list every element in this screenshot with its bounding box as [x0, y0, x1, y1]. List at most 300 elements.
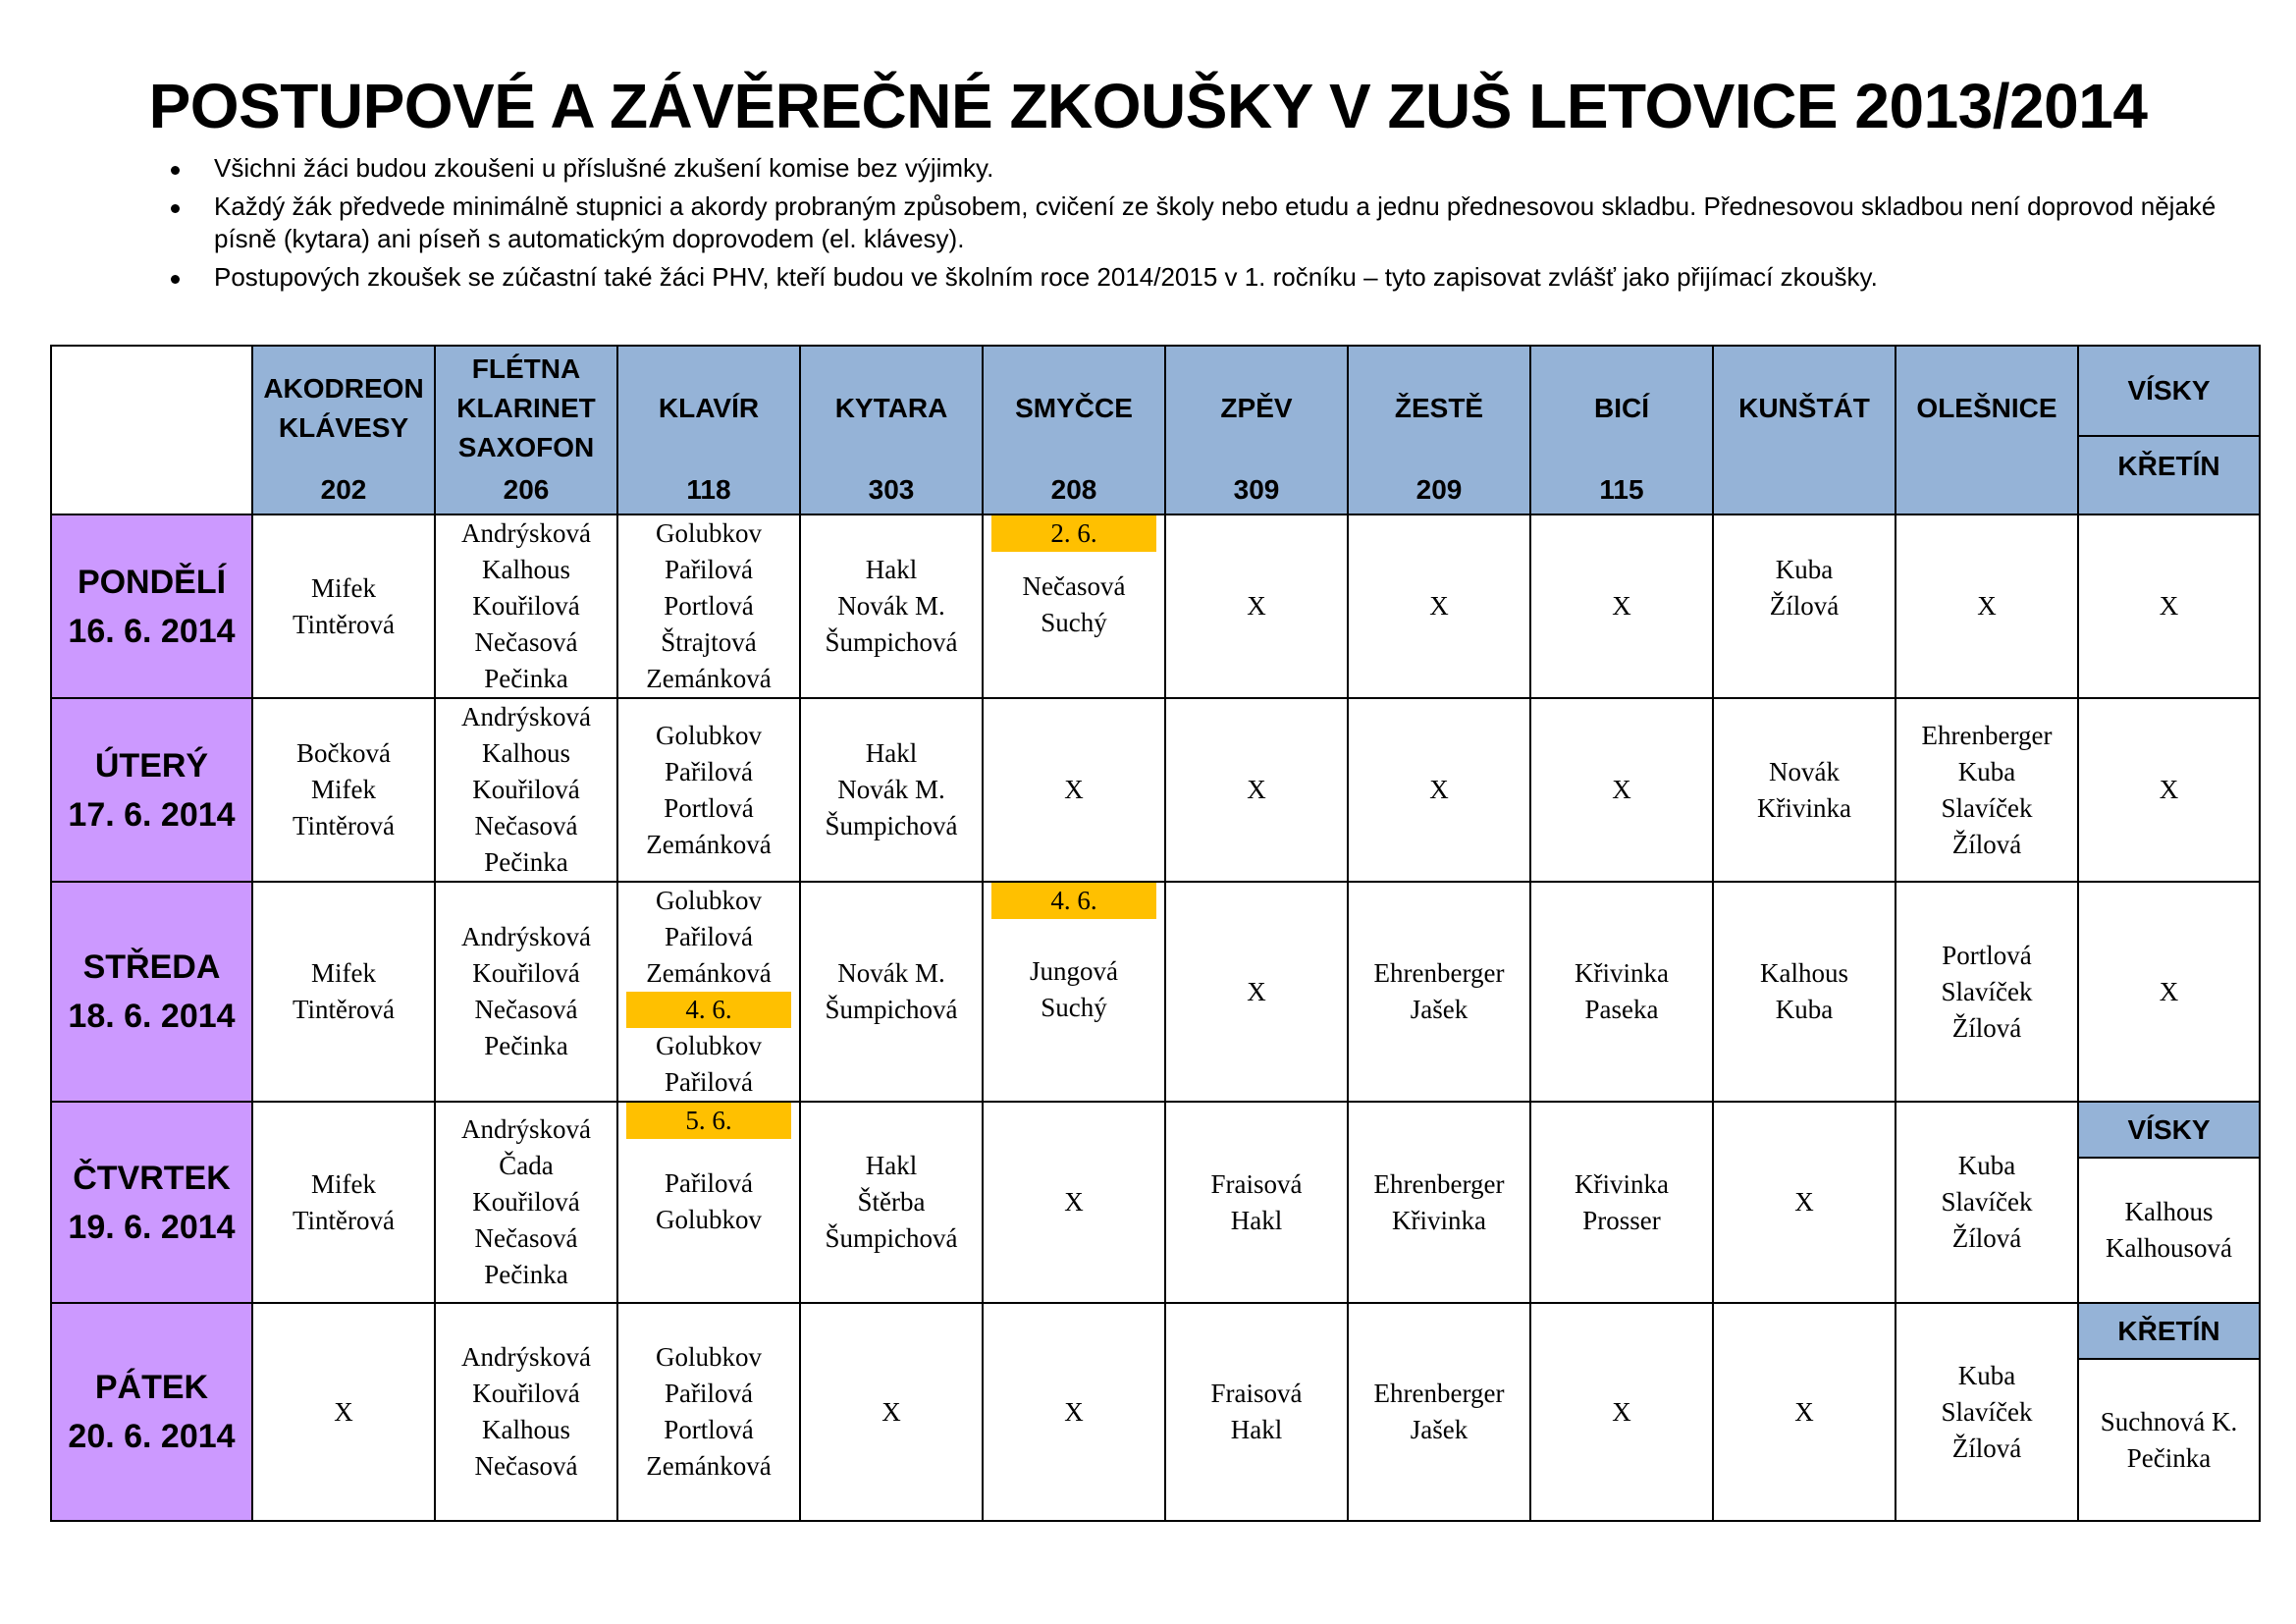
examiner-name: Pečinka	[484, 1031, 568, 1060]
examiner-name: Suchý	[1041, 607, 1107, 637]
examiner-name: Suchnová K.	[2100, 1406, 2238, 1436]
examiner-list	[1166, 588, 1347, 624]
examiner-name: Novák M.	[837, 958, 945, 988]
column-header-line: ZPĚV	[1220, 393, 1293, 423]
examiner-list	[1349, 1166, 1529, 1239]
schedule-cell	[617, 882, 800, 1102]
examiner-name: Pařilová	[665, 1167, 753, 1198]
examiner-name: Kuba	[1775, 555, 1834, 584]
examiner-name: X	[334, 1396, 353, 1427]
schedule-cell	[435, 1102, 617, 1303]
schedule-cell	[1713, 514, 1896, 698]
examiner-name: Jašek	[1410, 995, 1468, 1024]
examiner-name: Kalhous	[1760, 958, 1848, 988]
examiner-name: Golubkov	[656, 1342, 762, 1372]
examiner-name: Tintěrová	[292, 609, 395, 639]
schedule-cell	[1165, 698, 1348, 882]
examiner-list	[253, 1166, 434, 1239]
column-header	[1896, 346, 2078, 514]
examiner-name: Zemánková	[646, 664, 772, 693]
examiner-name: Zemánková	[646, 958, 772, 988]
examiner-name: X	[2159, 976, 2179, 1006]
examiner-name: Andrýsková	[461, 1114, 591, 1144]
schedule-cell	[800, 882, 983, 1102]
examiner-name: Tintěrová	[292, 811, 395, 840]
examiner-name: Pařilová	[665, 756, 753, 786]
column-header-name	[618, 347, 799, 470]
examiner-name: Ehrenberger	[1921, 720, 2053, 750]
instruction-text: Postupových zkoušek se zúčastní také žáci PHV, kteří budou ve školním roce 2014/2015 v 1. ročníku – tyto zapisovat zvlášť jako přijímací zkoušky.	[214, 262, 1878, 292]
examiner-name: Andrýsková	[461, 922, 591, 951]
examiner-name: Paseka	[1584, 995, 1659, 1024]
schedule-cell	[2078, 698, 2260, 882]
examiner-list	[1349, 1376, 1529, 1448]
column-header-line: KLARINET	[456, 393, 596, 423]
schedule-cell	[1713, 1102, 1896, 1303]
schedule-cell	[435, 882, 617, 1102]
day-name: STŘEDA	[82, 948, 221, 986]
column-header-name	[253, 347, 434, 470]
column-header-line: BICÍ	[1594, 393, 1649, 423]
examiner-name: Slavíček	[1941, 792, 2033, 823]
examiner-name: Pečinka	[484, 847, 568, 877]
page-title: POSTUPOVÉ A ZÁVĚREČNÉ ZKOUŠKY V ZUŠ LETOVICE 2013/2014	[148, 71, 2148, 141]
examiner-name: Kalhous	[482, 1415, 570, 1444]
day-name: PONDĚLÍ	[77, 563, 227, 601]
examiner-name: Pařilová	[665, 1067, 753, 1097]
examiner-list	[1714, 955, 1895, 1028]
schedule-cell	[1713, 882, 1896, 1102]
examiner-name: Nečasová	[1022, 570, 1126, 601]
examiner-name: Ehrenberger	[1373, 958, 1505, 988]
room-number: 208	[1050, 474, 1097, 505]
examiner-name: X	[1612, 1396, 1631, 1427]
room-number	[1714, 470, 1895, 510]
day-row	[51, 514, 2260, 698]
day-name: PÁTEK	[94, 1369, 209, 1406]
room-number: 115	[1599, 474, 1644, 505]
column-header	[617, 346, 800, 514]
examiner-list	[1166, 974, 1347, 1010]
examiner-name: Fraisová	[1210, 1168, 1303, 1199]
day-name: ČTVRTEK	[73, 1159, 231, 1197]
schedule-cell	[1713, 1303, 1896, 1521]
examiner-name: Pečinka	[2126, 1442, 2212, 1473]
examiner-list-body	[984, 552, 1164, 693]
column-header	[1165, 346, 1348, 514]
examiner-name: Hakl	[1230, 1205, 1283, 1235]
examiner-name: Mifek	[311, 958, 376, 988]
examiner-list	[436, 699, 616, 881]
schedule-cell	[252, 882, 435, 1102]
column-header-line: KUNŠTÁT	[1738, 393, 1870, 423]
column-header-line: AKODREON	[263, 373, 424, 404]
schedule-cell	[1530, 1102, 1713, 1303]
bullet-icon	[171, 166, 180, 175]
column-header-line: OLEŠNICE	[1916, 393, 2057, 423]
schedule-cell	[983, 882, 1165, 1102]
schedule-cell	[1165, 514, 1348, 698]
column-header-name	[1349, 347, 1529, 470]
examiner-list	[1896, 1148, 2077, 1257]
examiner-name: Portlová	[664, 792, 754, 823]
examiner-name: Žílová	[1951, 829, 2022, 859]
schedule-cell	[983, 1303, 1165, 1521]
examiner-list	[2079, 772, 2259, 808]
examiner-name: X	[2159, 591, 2179, 621]
column-header	[1530, 346, 1713, 514]
examiner-name: X	[1247, 775, 1266, 804]
schedule-cell	[617, 1303, 800, 1521]
column-header	[2078, 346, 2260, 514]
examiner-name: Mifek	[311, 775, 376, 804]
bullet-icon	[171, 204, 180, 213]
examiner-list	[1714, 754, 1895, 827]
examiner-list	[1531, 955, 1712, 1028]
examiner-list	[1531, 1166, 1712, 1239]
examiner-name: Kouřilová	[472, 775, 580, 804]
schedule-cell	[800, 1102, 983, 1303]
date-highlight: 2. 6.	[991, 515, 1156, 552]
schedule-cell	[435, 514, 617, 698]
column-header-name	[1166, 347, 1347, 470]
column-header-name	[1714, 347, 1895, 470]
examiner-name: Křivinka	[1575, 958, 1669, 988]
examiner-name: Golubkov	[656, 720, 762, 750]
examiner-name: Slavíček	[1941, 1187, 2033, 1217]
column-header-line: SAXOFON	[457, 432, 595, 462]
examiner-list	[1531, 772, 1712, 808]
column-header-label: VÍSKY	[2079, 347, 2259, 437]
examiner-name: Šumpichová	[825, 811, 958, 840]
branch-subheader: VÍSKY	[2079, 1103, 2259, 1159]
examiner-name: Hakl	[865, 1151, 918, 1180]
column-header	[252, 346, 435, 514]
branch-subsection	[2079, 1304, 2259, 1520]
examiner-list	[618, 1103, 799, 1300]
instruction-text: Všichni žáci budou zkoušeni u příslušné zkušení komise bez výjimky.	[214, 153, 994, 183]
schedule-cell	[800, 1303, 983, 1521]
examiner-list	[1896, 938, 2077, 1047]
examiner-name: Portlová	[664, 1415, 754, 1444]
examiner-name: Kouřilová	[472, 958, 580, 988]
date-highlight: 4. 6.	[626, 992, 791, 1028]
examiner-list	[984, 515, 1164, 693]
examiner-name: Šumpichová	[825, 1223, 958, 1253]
examiner-name: Žílová	[1951, 1433, 2022, 1463]
examiner-name: Suchý	[1041, 993, 1107, 1022]
examiner-name: Novák	[1769, 756, 1840, 786]
column-header-name	[436, 347, 616, 470]
examiner-list	[618, 883, 799, 1101]
schedule-cell	[2078, 1102, 2260, 1303]
examiner-name: Novák M.	[837, 591, 945, 621]
examiner-list	[801, 1394, 982, 1431]
examiner-name: Andrýsková	[461, 518, 591, 548]
examiner-name: X	[1612, 591, 1631, 621]
examiner-name: X	[881, 1396, 901, 1427]
examiner-name: Křivinka	[1392, 1205, 1486, 1235]
day-date: 16. 6. 2014	[68, 612, 236, 650]
schedule-cell	[435, 1303, 617, 1521]
examiner-name: Andrýsková	[461, 1342, 591, 1372]
examiner-name: Pečinka	[484, 664, 568, 693]
examiner-name: Kuba	[1775, 995, 1834, 1024]
room-number	[1896, 470, 2077, 510]
examiner-list	[1896, 718, 2077, 863]
examiner-name: Golubkov	[656, 1204, 762, 1234]
examiner-name: Kuba	[1957, 1151, 2016, 1180]
schedule-cell	[1530, 514, 1713, 698]
schedule-cell	[252, 698, 435, 882]
examiner-list	[2079, 588, 2259, 624]
examiner-list	[1349, 588, 1529, 624]
examiner-list	[1714, 1184, 1895, 1220]
examiner-name: Nečasová	[474, 995, 578, 1024]
examiner-name: Křivinka	[1757, 792, 1851, 823]
examiner-name: Štěrba	[857, 1187, 926, 1217]
schedule-cell	[435, 698, 617, 882]
examiner-list	[1166, 772, 1347, 808]
examiner-list	[801, 1148, 982, 1257]
day-date: 19. 6. 2014	[68, 1208, 236, 1246]
column-header-line: SMYČCE	[1015, 393, 1133, 423]
bullet-icon	[171, 275, 180, 284]
examiner-name: Ehrenberger	[1373, 1379, 1505, 1408]
schedule-cell	[617, 698, 800, 882]
column-header-line: ŽESTĚ	[1394, 393, 1484, 423]
exam-schedule-table	[50, 345, 2261, 1522]
examiner-name: Štrajtová	[661, 627, 757, 657]
schedule-cell	[2078, 514, 2260, 698]
examiner-name: Pařilová	[665, 555, 753, 584]
examiner-list	[436, 1339, 616, 1485]
examiner-list	[1166, 1376, 1347, 1448]
schedule-cell	[617, 514, 800, 698]
header-row	[51, 346, 2260, 514]
examiner-name: Golubkov	[656, 886, 762, 915]
examiner-name: X	[1247, 976, 1266, 1006]
examiner-name: Nečasová	[474, 1223, 578, 1253]
examiner-name: Ehrenberger	[1373, 1168, 1505, 1199]
examiner-name: Nečasová	[474, 627, 578, 657]
day-cell	[51, 514, 252, 698]
examiner-name: Slavíček	[1941, 1396, 2033, 1427]
schedule-cell	[1165, 882, 1348, 1102]
examiner-list	[253, 1394, 434, 1431]
examiner-list	[253, 955, 434, 1028]
examiner-name: Kalhousová	[2106, 1233, 2232, 1263]
examiner-name: Hakl	[1230, 1415, 1283, 1444]
schedule-cell	[1896, 514, 2078, 698]
examiner-list	[1166, 1166, 1347, 1239]
room-number: 118	[686, 474, 731, 505]
schedule-cell	[1896, 1102, 2078, 1303]
examiner-name: Tintěrová	[292, 995, 395, 1024]
instructions-list	[157, 152, 2228, 299]
examiner-list	[253, 735, 434, 844]
room-number: 209	[1415, 474, 1463, 505]
examiner-name: Prosser	[1582, 1205, 1661, 1235]
examiner-name: Fraisová	[1210, 1379, 1303, 1408]
column-header-line: FLÉTNA	[471, 353, 581, 384]
schedule-cell	[800, 698, 983, 882]
date-highlight: 4. 6.	[991, 883, 1156, 919]
examiner-name: X	[1794, 1396, 1814, 1427]
examiner-list	[253, 570, 434, 643]
examiner-name: Novák M.	[837, 775, 945, 804]
schedule-cell	[1530, 882, 1713, 1102]
column-header-name	[1531, 347, 1712, 470]
schedule-cell	[1530, 698, 1713, 882]
examiner-name: Kuba	[1957, 1360, 2016, 1390]
spacer	[1714, 624, 1895, 661]
column-header-line: KYTARA	[834, 393, 948, 423]
examiner-name: X	[1429, 591, 1449, 621]
corner-cell	[51, 346, 252, 514]
examiner-name: Zemánková	[646, 829, 772, 859]
column-header-name	[984, 347, 1164, 470]
schedule-cell	[800, 514, 983, 698]
examiner-list	[984, 772, 1164, 808]
examiner-name: Zemánková	[646, 1451, 772, 1481]
schedule-cell	[1165, 1102, 1348, 1303]
examiner-name: Tintěrová	[292, 1205, 395, 1235]
examiner-list	[801, 735, 982, 844]
examiner-list	[618, 718, 799, 863]
schedule-cell	[617, 1102, 800, 1303]
column-header	[435, 346, 617, 514]
day-cell	[51, 1303, 252, 1521]
instruction-item	[157, 261, 2228, 294]
day-row	[51, 882, 2260, 1102]
date-highlight: 5. 6.	[626, 1103, 791, 1139]
examiner-name: Pařilová	[665, 1379, 753, 1408]
schedule-cell	[2078, 882, 2260, 1102]
instruction-item	[157, 152, 2228, 185]
examiner-name: Kuba	[1957, 756, 2016, 786]
examiner-name: Hakl	[865, 738, 918, 768]
examiner-list	[436, 515, 616, 697]
day-date: 20. 6. 2014	[68, 1418, 236, 1455]
schedule-cell	[1348, 1102, 1530, 1303]
examiner-name: Portlová	[1942, 940, 2032, 970]
day-row	[51, 698, 2260, 882]
room-number: 309	[1233, 474, 1280, 505]
column-header-name	[801, 347, 982, 470]
examiner-list	[1531, 1394, 1712, 1431]
room-number: 303	[868, 474, 915, 505]
column-header-name	[1896, 347, 2077, 470]
examiner-name: X	[1794, 1187, 1814, 1217]
schedule-cell	[252, 1303, 435, 1521]
examiner-list-body	[618, 1139, 799, 1300]
schedule-cell	[983, 698, 1165, 882]
examiner-list	[801, 552, 982, 661]
examiner-list	[801, 955, 982, 1028]
examiner-name: Jašek	[1410, 1415, 1468, 1444]
schedule-cell	[252, 1102, 435, 1303]
examiner-name: X	[1612, 775, 1631, 804]
schedule-cell	[1348, 882, 1530, 1102]
examiner-list	[1531, 588, 1712, 624]
examiner-name: Pařilová	[665, 922, 753, 951]
schedule-cell	[1348, 1303, 1530, 1521]
examiner-list	[1714, 552, 1895, 661]
examiner-list	[1349, 772, 1529, 808]
column-header-label: KŘETÍN	[2117, 451, 2220, 481]
examiner-name: Nečasová	[474, 811, 578, 840]
examiner-name: Šumpichová	[825, 995, 958, 1024]
column-header	[983, 346, 1165, 514]
column-header	[1348, 346, 1530, 514]
examiner-list	[618, 515, 799, 697]
examiner-name: Křivinka	[1575, 1168, 1669, 1199]
examiner-name: X	[1247, 591, 1266, 621]
examiner-list	[1896, 588, 2077, 624]
examiner-name: Nečasová	[474, 1451, 578, 1481]
examiner-name: X	[1977, 591, 1997, 621]
examiner-list	[1349, 955, 1529, 1028]
examiner-list	[618, 1339, 799, 1485]
examiner-list	[984, 1184, 1164, 1220]
examiner-name: Mifek	[311, 1168, 376, 1199]
schedule-cell	[252, 514, 435, 698]
examiner-name: Kouřilová	[472, 1187, 580, 1217]
examiner-name: Golubkov	[656, 518, 762, 548]
schedule-cell	[2078, 1303, 2260, 1521]
examiner-list	[984, 883, 1164, 1097]
schedule-cell	[1896, 882, 2078, 1102]
schedule-cell	[1165, 1303, 1348, 1521]
schedule-cell	[1713, 698, 1896, 882]
schedule-cell	[983, 1102, 1165, 1303]
examiner-list	[1714, 1394, 1895, 1431]
examiner-list	[436, 919, 616, 1064]
schedule-cell	[1348, 698, 1530, 882]
examiner-name: Andrýsková	[461, 702, 591, 731]
examiner-name: X	[1064, 1396, 1084, 1427]
examiner-name: X	[1064, 1187, 1084, 1217]
examiner-name: Čada	[499, 1151, 554, 1180]
schedule-cell	[983, 514, 1165, 698]
examiner-list	[436, 1111, 616, 1293]
examiner-name: Mifek	[311, 572, 376, 603]
day-row	[51, 1303, 2260, 1521]
room-number: 202	[320, 474, 367, 505]
examiner-name: Jungová	[1030, 956, 1118, 986]
column-header-line: KLAVÍR	[658, 393, 760, 423]
examiner-name: Slavíček	[1941, 976, 2033, 1006]
examiner-name: Bočková	[296, 738, 391, 768]
column-header-line: KLÁVESY	[278, 412, 409, 443]
instruction-item	[157, 190, 2228, 255]
day-cell	[51, 698, 252, 882]
examiner-name: Hakl	[865, 555, 918, 584]
examiner-name: Žílová	[1951, 1012, 2022, 1043]
column-header	[800, 346, 983, 514]
day-date: 17. 6. 2014	[68, 795, 236, 834]
examiner-list	[2079, 974, 2259, 1010]
examiner-list	[984, 1394, 1164, 1431]
examiner-name: X	[1429, 775, 1449, 804]
room-number: 206	[503, 474, 550, 505]
examiner-name: X	[1064, 775, 1084, 804]
schedule-cell	[1348, 514, 1530, 698]
day-cell	[51, 882, 252, 1102]
examiner-list-body	[984, 919, 1164, 1097]
examiner-name: Kalhous	[482, 555, 570, 584]
